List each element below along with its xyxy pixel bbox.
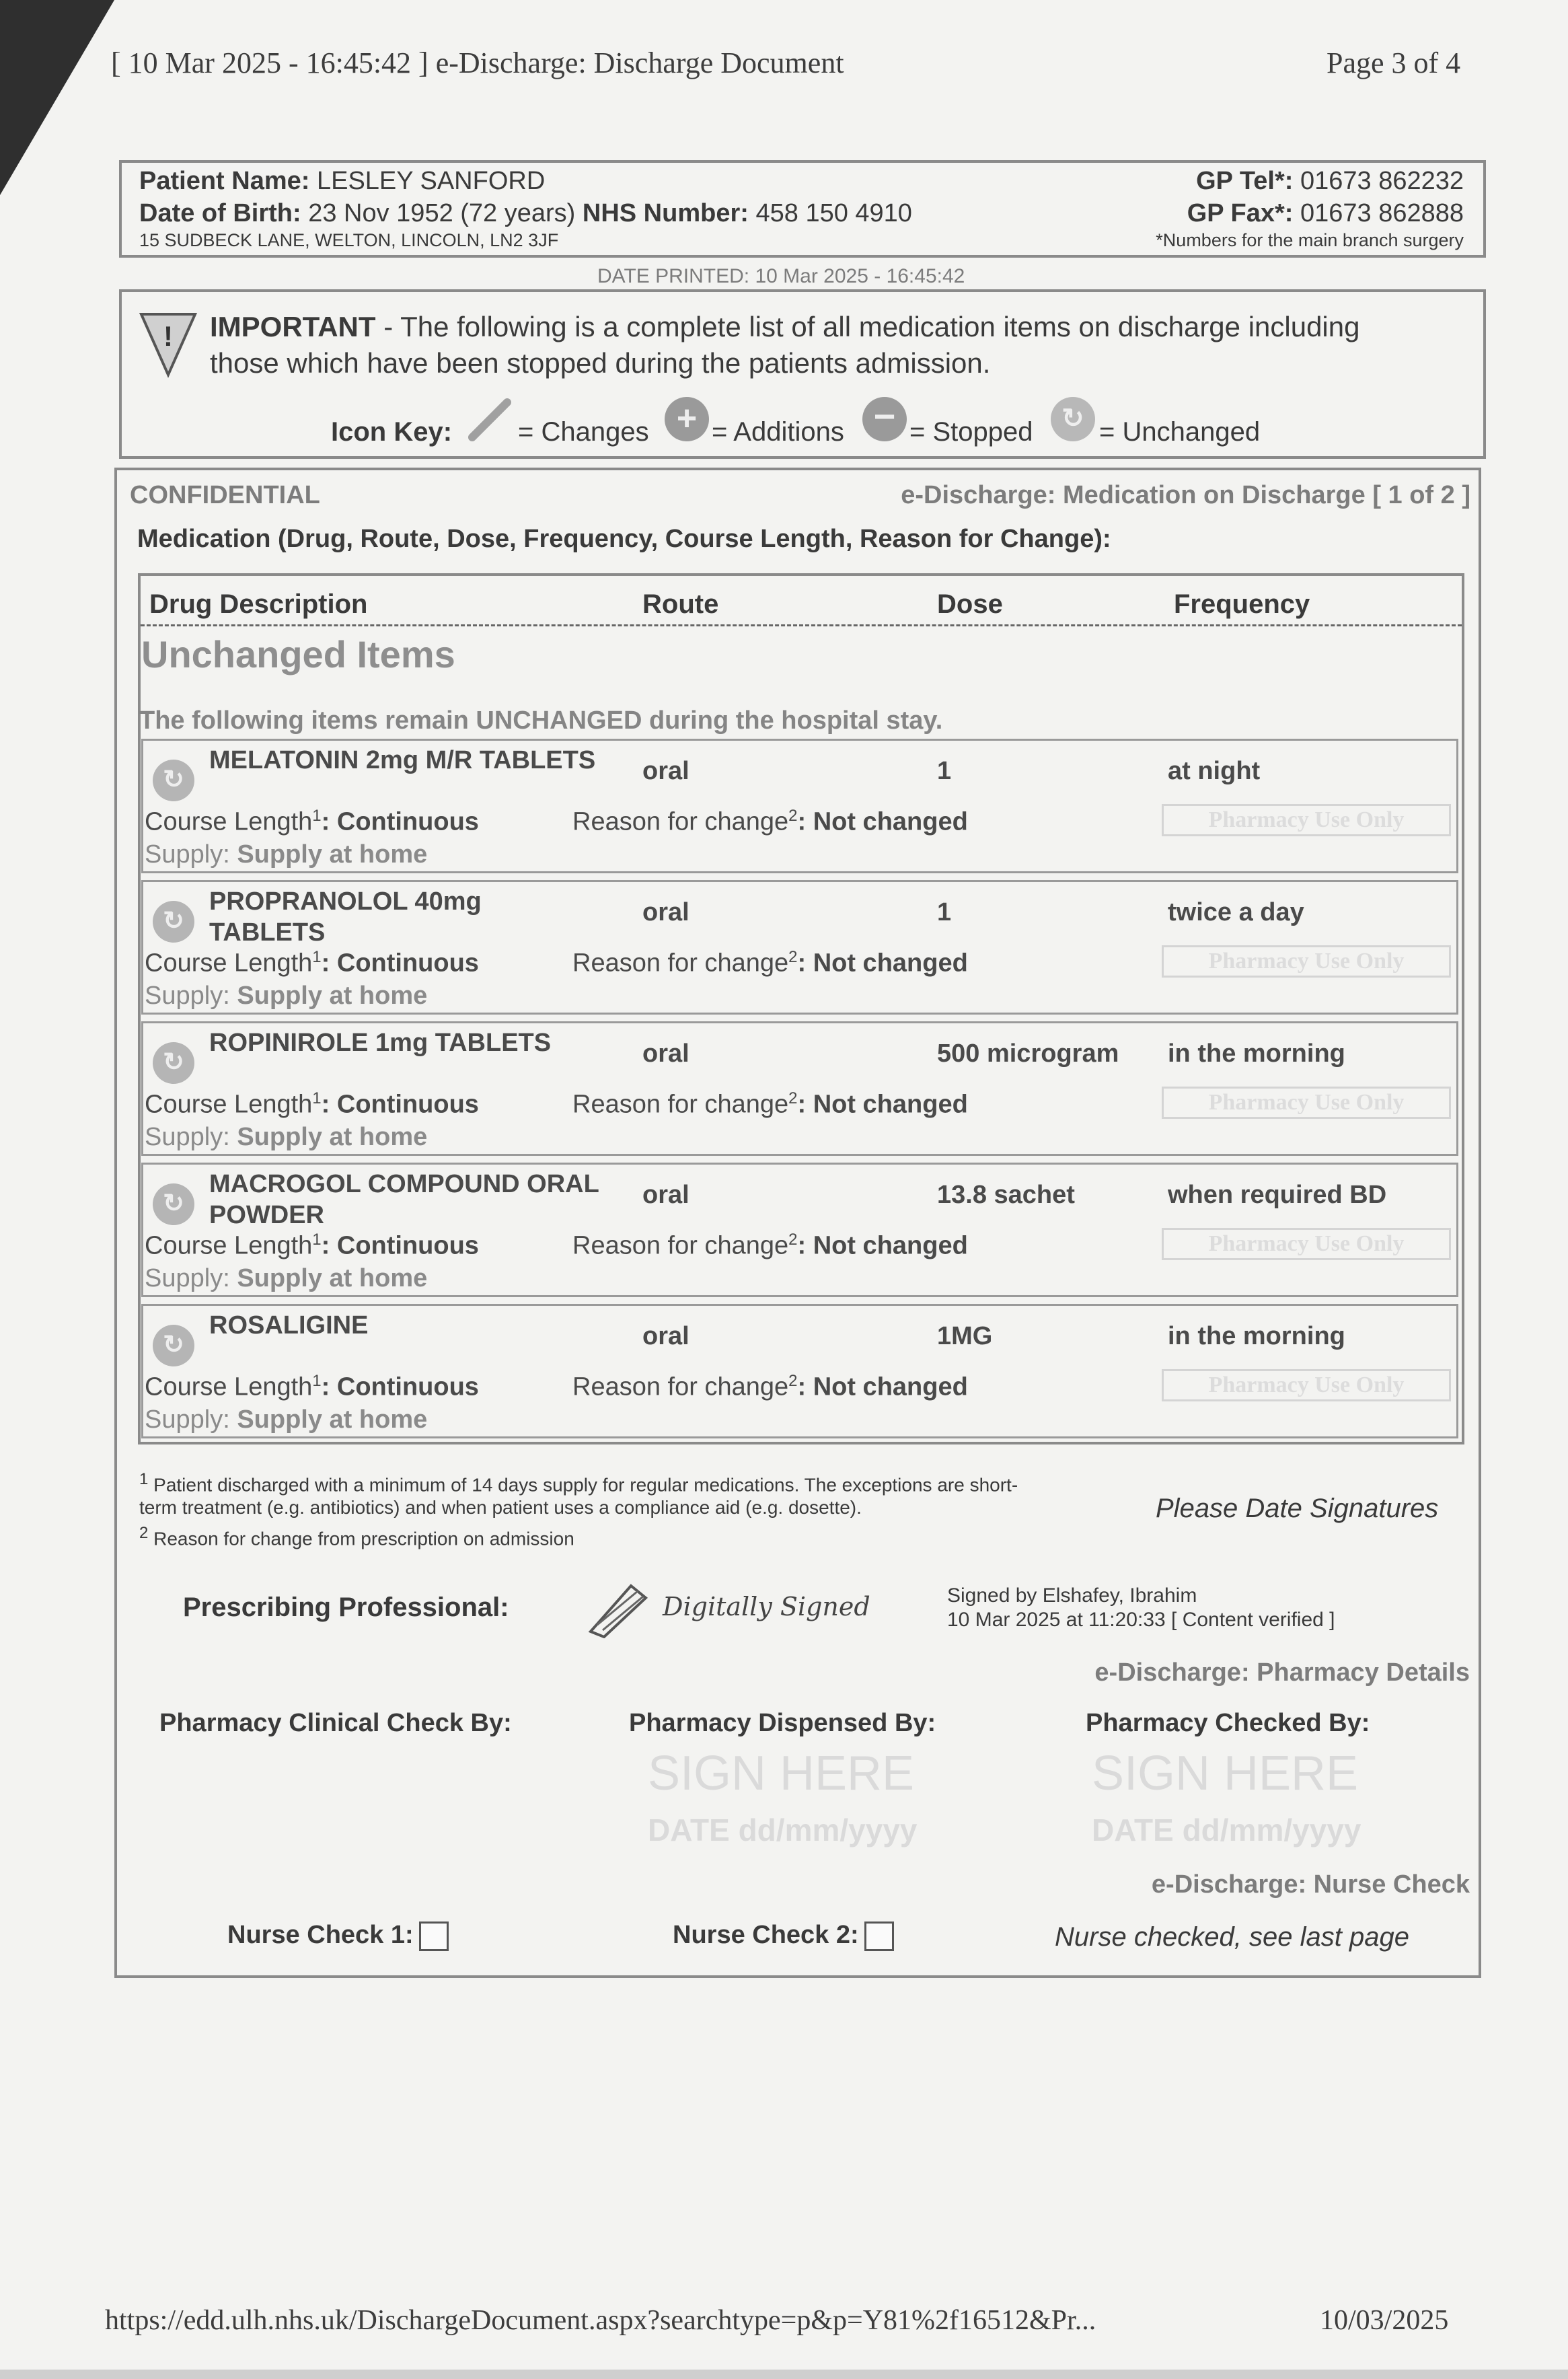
- print-header-page: Page 3 of 4: [1327, 46, 1461, 79]
- reason-value: Not changed: [813, 1372, 968, 1401]
- supply-value: Supply at home: [237, 840, 428, 869]
- supply-label: Supply:: [145, 1405, 230, 1434]
- medication-row: [141, 1304, 1458, 1438]
- unchanged-icon: ↻: [1051, 397, 1095, 441]
- supply: [145, 982, 427, 1011]
- unchanged-icon: ↻: [153, 1325, 194, 1366]
- signed-at: 10 Mar 2025 at 11:20:33: [947, 1609, 1166, 1631]
- supply: [145, 1264, 427, 1293]
- medication-title-text: e-Discharge: Medication on Discharge: [901, 481, 1366, 509]
- reason-for-change: Reason for change$^2$: Not changed: [572, 1372, 968, 1401]
- gp-fax-label: GP Fax*:: [1187, 199, 1294, 227]
- patient-name-label: Patient Name:: [139, 167, 310, 195]
- reason-value: Not changed: [813, 1231, 968, 1260]
- dob-value: 23 Nov 1952 (72 years): [308, 199, 576, 227]
- please-date-signatures: Please Date Signatures: [1156, 1494, 1439, 1523]
- reason-label: Reason for change: [572, 807, 789, 836]
- supply-value: Supply at home: [237, 982, 428, 1010]
- medication-row: [141, 1163, 1458, 1297]
- course-length-value: Continuous: [336, 1231, 479, 1260]
- footnote-1a-text: Patient discharged with a minimum of 14 days supply for regular medications. The exceptions are short-: [153, 1474, 1018, 1496]
- medication-page-indicator: [ 1 of 2 ]: [1372, 481, 1470, 509]
- checked-date-field[interactable]: DATE dd/mm/yyyy: [1092, 1813, 1361, 1847]
- nhs-number: 458 150 4910: [755, 199, 912, 227]
- group-note: The following items remain UNCHANGED during the hospital stay.: [139, 706, 943, 735]
- signature-pen-icon: [584, 1578, 658, 1642]
- key-changes: = Changes: [518, 417, 649, 447]
- gp-fax: 01673 862888: [1300, 199, 1464, 227]
- supply-value: Supply at home: [237, 1264, 428, 1292]
- col-drug-header: Drug Description: [149, 589, 368, 619]
- course-length-value: Continuous: [336, 1090, 479, 1119]
- drug-dose: 1: [937, 898, 952, 926]
- drug-route: oral: [642, 1039, 689, 1068]
- supply: [145, 840, 427, 869]
- checked-sign-here[interactable]: SIGN HERE: [1092, 1747, 1359, 1800]
- nurse-check-1-checkbox[interactable]: [419, 1922, 449, 1951]
- course-length-label: Course Length: [145, 1231, 313, 1260]
- col-freq-header: Frequency: [1174, 589, 1310, 619]
- gp-tel-label: GP Tel*:: [1196, 167, 1294, 195]
- reason-for-change: Reason for change$^2$: Not changed: [572, 1231, 968, 1260]
- nurse-note: Nurse checked, see last page: [1055, 1922, 1409, 1952]
- course-length: Course Length$^1$: Continuous: [145, 948, 479, 978]
- pharmacy-clinical-check-label: Pharmacy Clinical Check By:: [159, 1709, 512, 1737]
- gp-tel-line: [1196, 167, 1464, 196]
- pharmacy-section-title: e-Discharge: Pharmacy Details: [1094, 1658, 1470, 1687]
- nurse-check-2: [673, 1921, 894, 1951]
- unchanged-icon: ↻: [153, 1042, 194, 1084]
- course-length-label: Course Length: [145, 807, 313, 836]
- pharmacy-use-only-field[interactable]: Pharmacy Use Only: [1162, 1369, 1451, 1401]
- medication-subtitle: Medication (Drug, Route, Dose, Frequency, Course Length, Reason for Change):: [137, 525, 1111, 553]
- unchanged-icon: ↻: [153, 1183, 194, 1225]
- drug-route: oral: [642, 757, 689, 785]
- course-length: Course Length$^1$: Continuous: [145, 807, 479, 836]
- confidential-label: CONFIDENTIAL: [130, 481, 320, 509]
- drug-dose: 1MG: [937, 1322, 993, 1350]
- drug-name-line-2: POWDER: [209, 1201, 324, 1229]
- footnote-2: $^2$ Reason for change from prescription on admission: [139, 1524, 574, 1549]
- drug-frequency: twice a day: [1168, 898, 1304, 926]
- dob-label: Date of Birth:: [139, 199, 301, 227]
- supply: [145, 1405, 427, 1434]
- drug-route: oral: [642, 1322, 689, 1350]
- reason-for-change: Reason for change$^2$: Not changed: [572, 1089, 968, 1119]
- drug-description: [209, 1310, 368, 1341]
- pharmacy-dispensed-label: Pharmacy Dispensed By:: [629, 1709, 936, 1737]
- reason-label: Reason for change: [572, 949, 789, 978]
- drug-frequency: in the morning: [1168, 1322, 1345, 1350]
- course-length-label: Course Length: [145, 1090, 313, 1119]
- drug-name-line-1: ROSALIGINE: [209, 1311, 369, 1340]
- pharmacy-use-only-field[interactable]: Pharmacy Use Only: [1162, 1228, 1451, 1260]
- key-additions: = Additions: [712, 417, 844, 447]
- important-title: IMPORTANT: [210, 311, 376, 342]
- signed-by: Signed by Elshafey, Ibrahim: [947, 1584, 1197, 1607]
- medication-section-title: [901, 481, 1470, 510]
- drug-description: [209, 886, 482, 948]
- col-route-header: Route: [642, 589, 719, 619]
- nurse-check-2-checkbox[interactable]: [864, 1922, 894, 1951]
- drug-description: [209, 745, 595, 776]
- col-dose-header: Dose: [937, 589, 1003, 619]
- prescriber-label: Prescribing Professional:: [183, 1593, 509, 1622]
- supply: [145, 1123, 427, 1152]
- patient-name-line: [139, 167, 545, 196]
- pharmacy-use-only-field[interactable]: Pharmacy Use Only: [1162, 1087, 1451, 1119]
- pharmacy-checked-label: Pharmacy Checked By:: [1086, 1709, 1370, 1737]
- course-length: Course Length$^1$: Continuous: [145, 1372, 479, 1401]
- patient-name: LESLEY SANFORD: [316, 167, 546, 195]
- drug-name-line-1: PROPRANOLOL 40mg: [209, 887, 482, 916]
- nurse-check-2-label: Nurse Check 2:: [673, 1921, 859, 1949]
- header-divider: [141, 624, 1462, 626]
- course-length: Course Length$^1$: Continuous: [145, 1231, 479, 1260]
- icon-key-text: Icon Key:: [331, 417, 453, 447]
- reason-value: Not changed: [813, 949, 968, 978]
- gp-note: *Numbers for the main branch surgery: [1156, 230, 1464, 250]
- drug-description: [209, 1027, 551, 1058]
- supply-value: Supply at home: [237, 1123, 428, 1151]
- digital-signature: Digitally Signed: [663, 1592, 870, 1621]
- patient-dob-line: [139, 199, 912, 228]
- course-length-label: Course Length: [145, 1372, 313, 1401]
- supply-label: Supply:: [145, 1123, 230, 1151]
- medication-row: [141, 739, 1458, 873]
- dispensed-sign-here[interactable]: SIGN HERE: [648, 1747, 915, 1800]
- nurse-section-title: e-Discharge: Nurse Check: [1151, 1870, 1470, 1899]
- supply-label: Supply:: [145, 982, 230, 1010]
- course-length-value: Continuous: [336, 949, 479, 978]
- pencil-icon: [467, 396, 514, 446]
- drug-frequency: when required BD: [1168, 1181, 1387, 1209]
- medication-row: [141, 1021, 1458, 1156]
- important-text-1: - The following is a complete list of all medication items on discharge including: [375, 311, 1360, 342]
- nurse-check-1-label: Nurse Check 1:: [227, 1921, 414, 1949]
- supply-value: Supply at home: [237, 1405, 428, 1434]
- drug-dose: 500 microgram: [937, 1039, 1119, 1068]
- important-text-2: those which have been stopped during the patients admission.: [210, 347, 991, 379]
- svg-text:!: !: [163, 320, 173, 352]
- reason-label: Reason for change: [572, 1231, 789, 1260]
- reason-value: Not changed: [813, 1090, 968, 1119]
- icon-key-label: [331, 417, 452, 447]
- reason-for-change: Reason for change$^2$: Not changed: [572, 948, 968, 978]
- print-footer-date: 10/03/2025: [1320, 2305, 1449, 2336]
- group-title: Unchanged Items: [141, 633, 455, 675]
- pharmacy-use-only-field[interactable]: Pharmacy Use Only: [1162, 945, 1451, 978]
- dispensed-date-field[interactable]: DATE dd/mm/yyyy: [648, 1813, 918, 1847]
- nhs-label: NHS Number:: [582, 199, 749, 227]
- course-length-label: Course Length: [145, 949, 313, 978]
- course-length-value: Continuous: [336, 807, 479, 836]
- warning-icon: [138, 311, 198, 381]
- medication-row: [141, 880, 1458, 1015]
- drug-name-line-1: MELATONIN 2mg M/R TABLETS: [209, 746, 596, 774]
- content-verified: [ Content verified ]: [1171, 1609, 1335, 1631]
- nurse-check-1: [227, 1921, 449, 1951]
- reason-for-change: Reason for change$^2$: Not changed: [572, 807, 968, 836]
- drug-name-line-1: MACROGOL COMPOUND ORAL: [209, 1170, 599, 1198]
- important-line-1: [210, 311, 1359, 343]
- course-length: Course Length$^1$: Continuous: [145, 1089, 479, 1119]
- unchanged-icon: ↻: [153, 760, 194, 801]
- scan-corner-shadow: [0, 0, 114, 195]
- gp-fax-line: [1187, 199, 1464, 228]
- key-unchanged: = Unchanged: [1099, 417, 1261, 447]
- patient-address: 15 SUDBECK LANE, WELTON, LINCOLN, LN2 3JF: [139, 230, 559, 250]
- reason-label: Reason for change: [572, 1372, 789, 1401]
- footnote-1a: $^1$ Patient discharged with a minimum of 14 days supply for regular medications. The exceptions are short-: [139, 1470, 1018, 1496]
- unchanged-icon: ↻: [153, 901, 194, 943]
- drug-route: oral: [642, 1181, 689, 1209]
- supply-label: Supply:: [145, 840, 230, 869]
- footnote-2-text: Reason for change from prescription on admission: [153, 1528, 574, 1549]
- reason-value: Not changed: [813, 807, 968, 836]
- drug-frequency: in the morning: [1168, 1039, 1345, 1068]
- plus-icon: +: [665, 397, 709, 441]
- drug-name-line-1: ROPINIROLE 1mg TABLETS: [209, 1029, 552, 1057]
- minus-icon: −: [862, 397, 907, 441]
- drug-frequency: at night: [1168, 757, 1261, 785]
- print-header-title: [ 10 Mar 2025 - 16:45:42 ] e-Discharge: Discharge Document: [111, 46, 844, 79]
- date-printed: DATE PRINTED: 10 Mar 2025 - 16:45:42: [597, 265, 965, 287]
- reason-label: Reason for change: [572, 1090, 789, 1119]
- drug-dose: 13.8 sachet: [937, 1181, 1075, 1209]
- drug-route: oral: [642, 898, 689, 926]
- drug-dose: 1: [937, 757, 952, 785]
- course-length-value: Continuous: [336, 1372, 479, 1401]
- key-stopped: = Stopped: [909, 417, 1033, 447]
- gp-tel: 01673 862232: [1300, 167, 1464, 195]
- footnote-1b: term treatment (e.g. antibiotics) and when patient uses a compliance aid (e.g. dosette).: [139, 1497, 862, 1518]
- scan-bottom-edge: [0, 2370, 1568, 2379]
- drug-name-line-2: TABLETS: [209, 918, 326, 947]
- drug-description: [209, 1169, 599, 1231]
- supply-label: Supply:: [145, 1264, 230, 1292]
- print-footer-url: https://edd.ulh.nhs.uk/DischargeDocument.aspx?searchtype=p&p=Y81%2f16512&Pr...: [105, 2305, 1096, 2336]
- pharmacy-use-only-field[interactable]: Pharmacy Use Only: [1162, 804, 1451, 836]
- signed-at-line: [947, 1609, 1335, 1632]
